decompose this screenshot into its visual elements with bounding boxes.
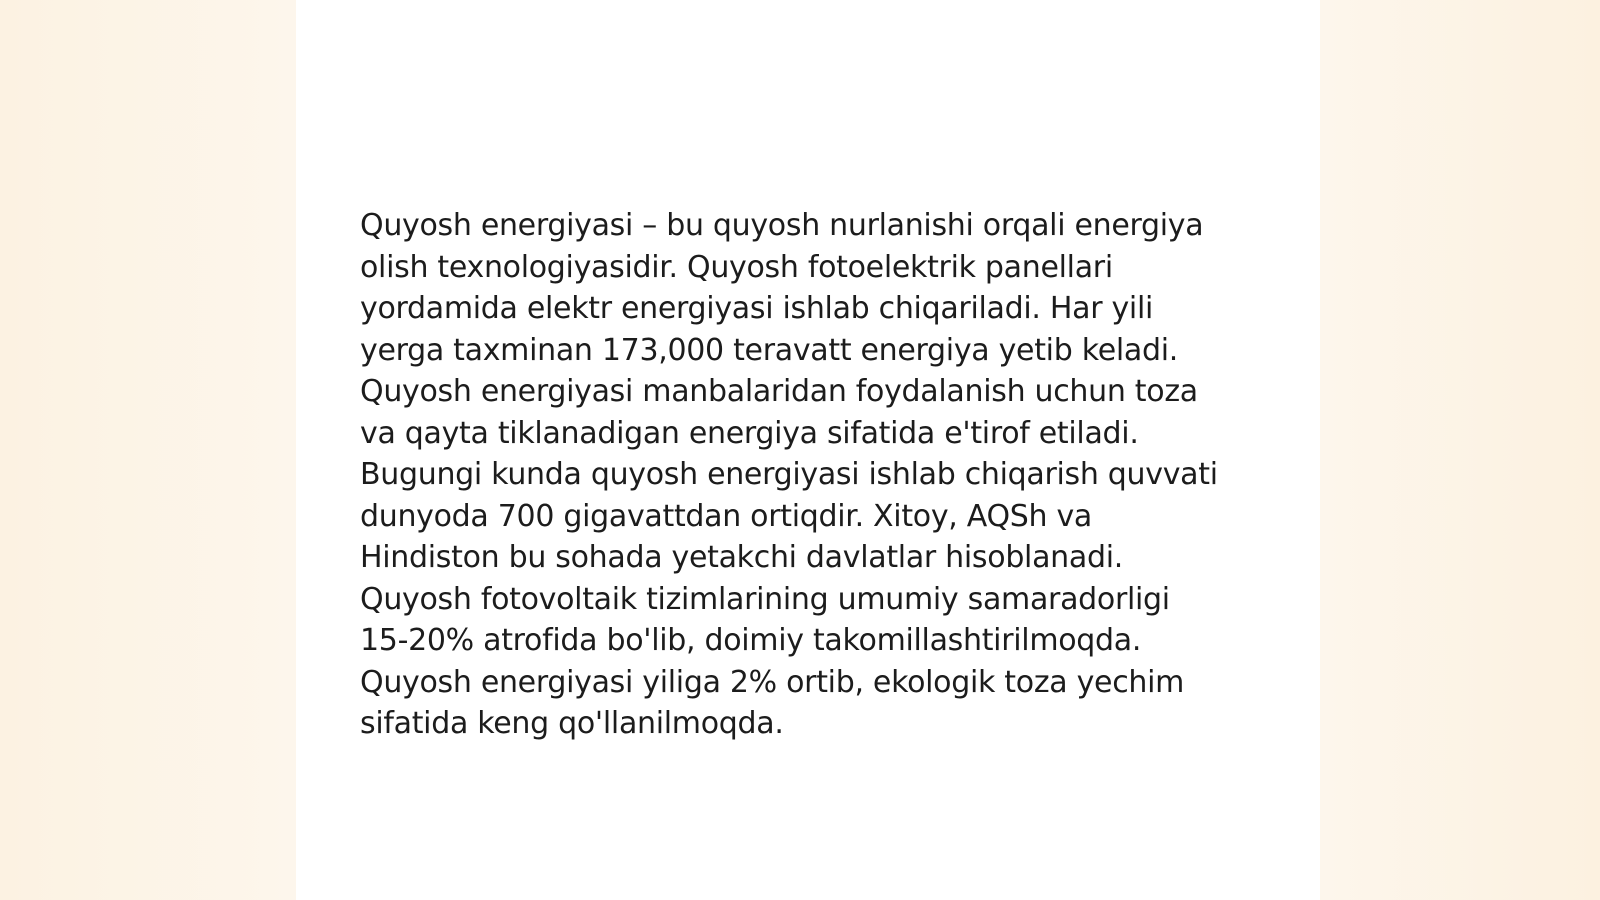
right-background-panel [1320, 0, 1600, 900]
slide-page [296, 0, 1320, 900]
left-background-panel [0, 0, 296, 900]
slide-body-text: Quyosh energiyasi – bu quyosh nurlanishi orqali energiya olish texnologiyasidir. Quyosh fotoelektrik panellari yordamida elektr energiyasi ishlab chiqariladi. Har yili yerga taxminan 173,000 teravatt energiya yetib keladi. Quyosh energiyasi manbalaridan foydalanish uchun toza va qayta tiklanadigan energiya sifatida e'tirof etiladi. Bugungi kunda quyosh energiyasi ishlab chiqarish quvvati dunyoda 700 gigavattdan ortiqdir. Xitoy, AQSh va Hindiston bu sohada yetakchi davlatlar hisoblanadi. Quyosh fotovoltaik tizimlarining umumiy samaradorligi 15-20% atrofida bo'lib, doimiy takomillashtirilmoqda. Quyosh energiyasi yiliga 2% ortib, ekologik toza yechim sifatida keng qo'llanilmoqda. [360, 208, 1218, 741]
